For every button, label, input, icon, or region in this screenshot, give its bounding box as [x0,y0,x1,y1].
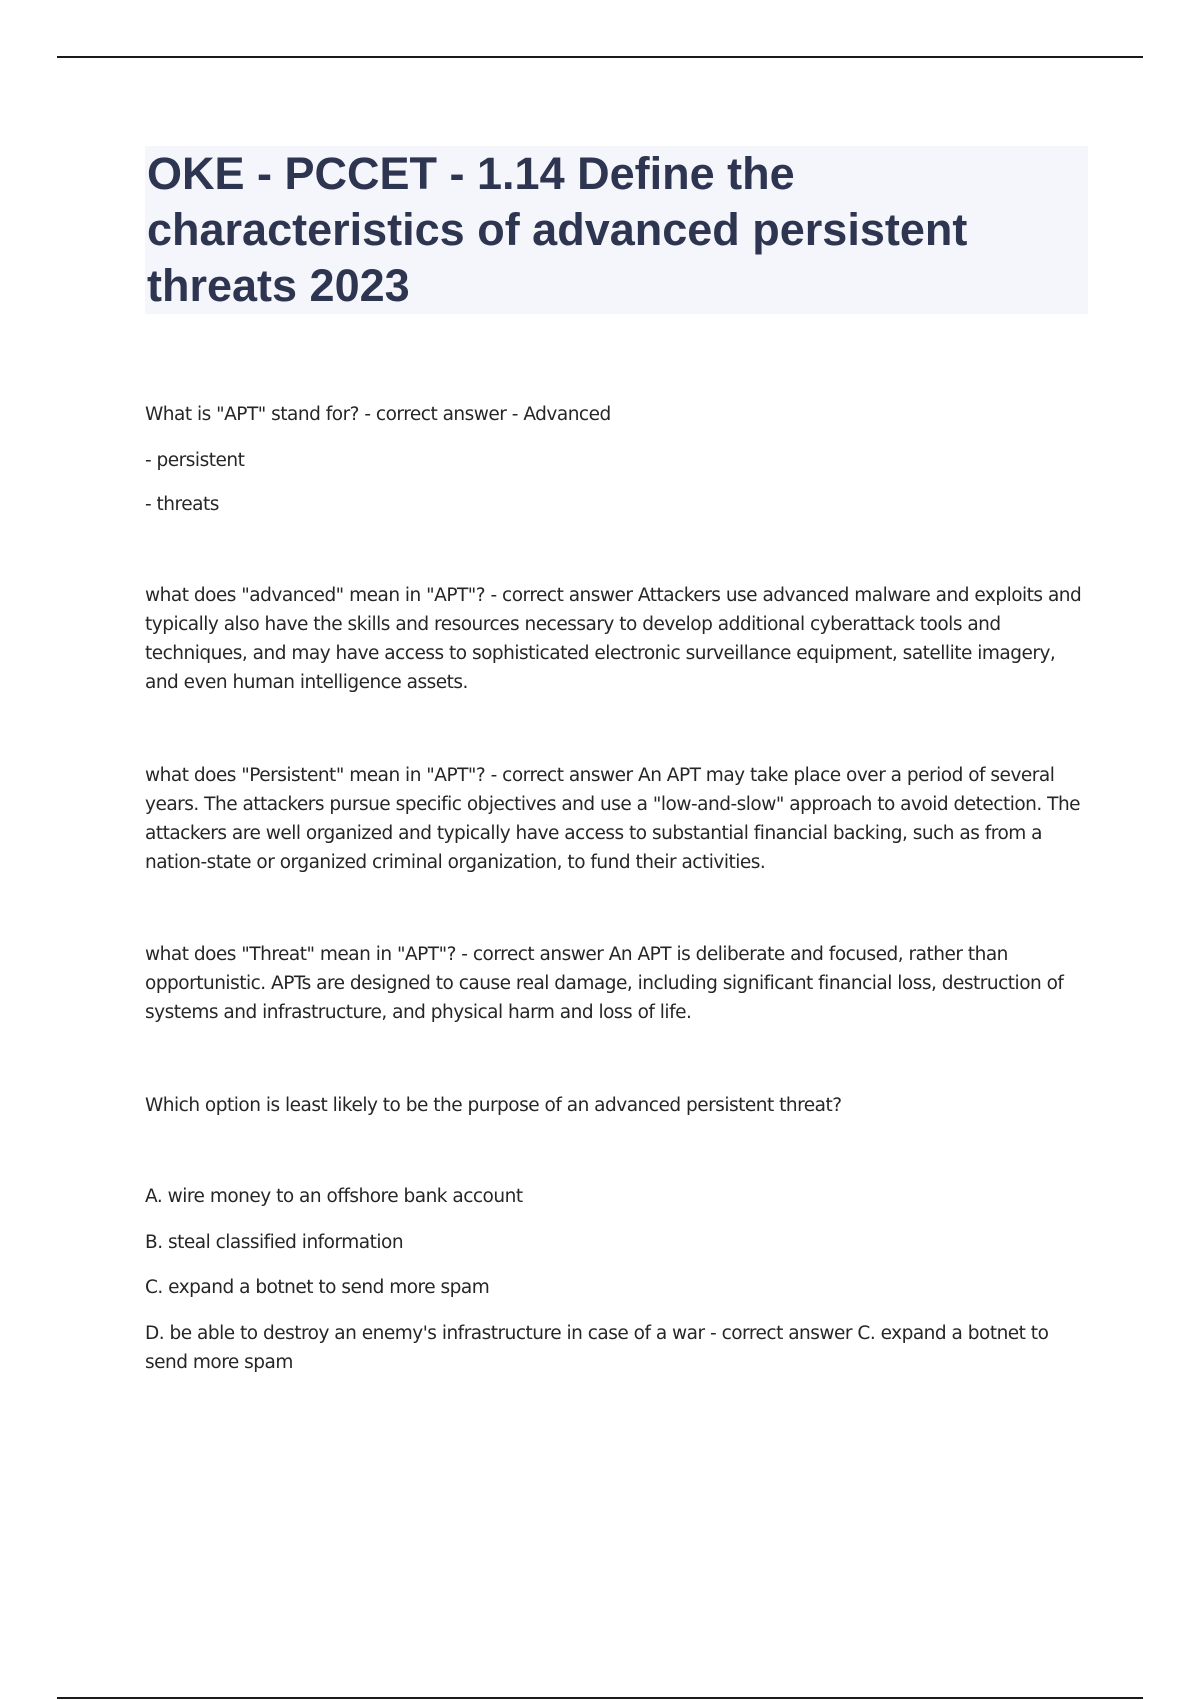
qa-apt-stand-for: What is "APT" stand for? - correct answer - Advanced [145,404,611,425]
qa-persistent: what does "Persistent" mean in "APT"? - correct answer An APT may take place over a period of several years. The attackers pursue specific objectives and use a "low-and-slow" approach to avoid detection. The attackers are well organized and typically have access to substantial financial backing, such as from a nation-state or organized criminal organization, to fund their activities. [145,765,1081,873]
bottom-divider [57,1697,1143,1699]
document-title: OKE - PCCET - 1.14 Define the characteristics of advanced persistent threats 2023 [147,148,968,311]
title-block [145,146,1088,314]
qa-advanced: what does "advanced" mean in "APT"? - correct answer Attackers use advanced malware and exploits and typically also have the skills and resources necessary to develop additional cyberattack tools and techniques, and may have access to sophisticated electronic surveillance equipment, satellite imagery, and even human intelligence assets. [145,585,1082,693]
qa-apt-sub-persistent: - persistent [145,450,245,471]
option-b: B. steal classified information [145,1232,404,1253]
qa-threat: what does "Threat" mean in "APT"? - correct answer An APT is deliberate and focused, rather than opportunistic. APTs are designed to cause real damage, including significant financial loss, destruction of systems and infrastructure, and physical harm and loss of life. [145,944,1064,1023]
option-d-with-answer: D. be able to destroy an enemy's infrastructure in case of a war - correct answer C. expand a botnet to send more spam [145,1323,1049,1373]
option-c: C. expand a botnet to send more spam [145,1277,490,1298]
option-a: A. wire money to an offshore bank account [145,1186,523,1207]
qa-multiple-choice-question: Which option is least likely to be the purpose of an advanced persistent threat? [145,1095,842,1116]
qa-apt-sub-threats: - threats [145,494,219,515]
top-divider [57,56,1143,58]
